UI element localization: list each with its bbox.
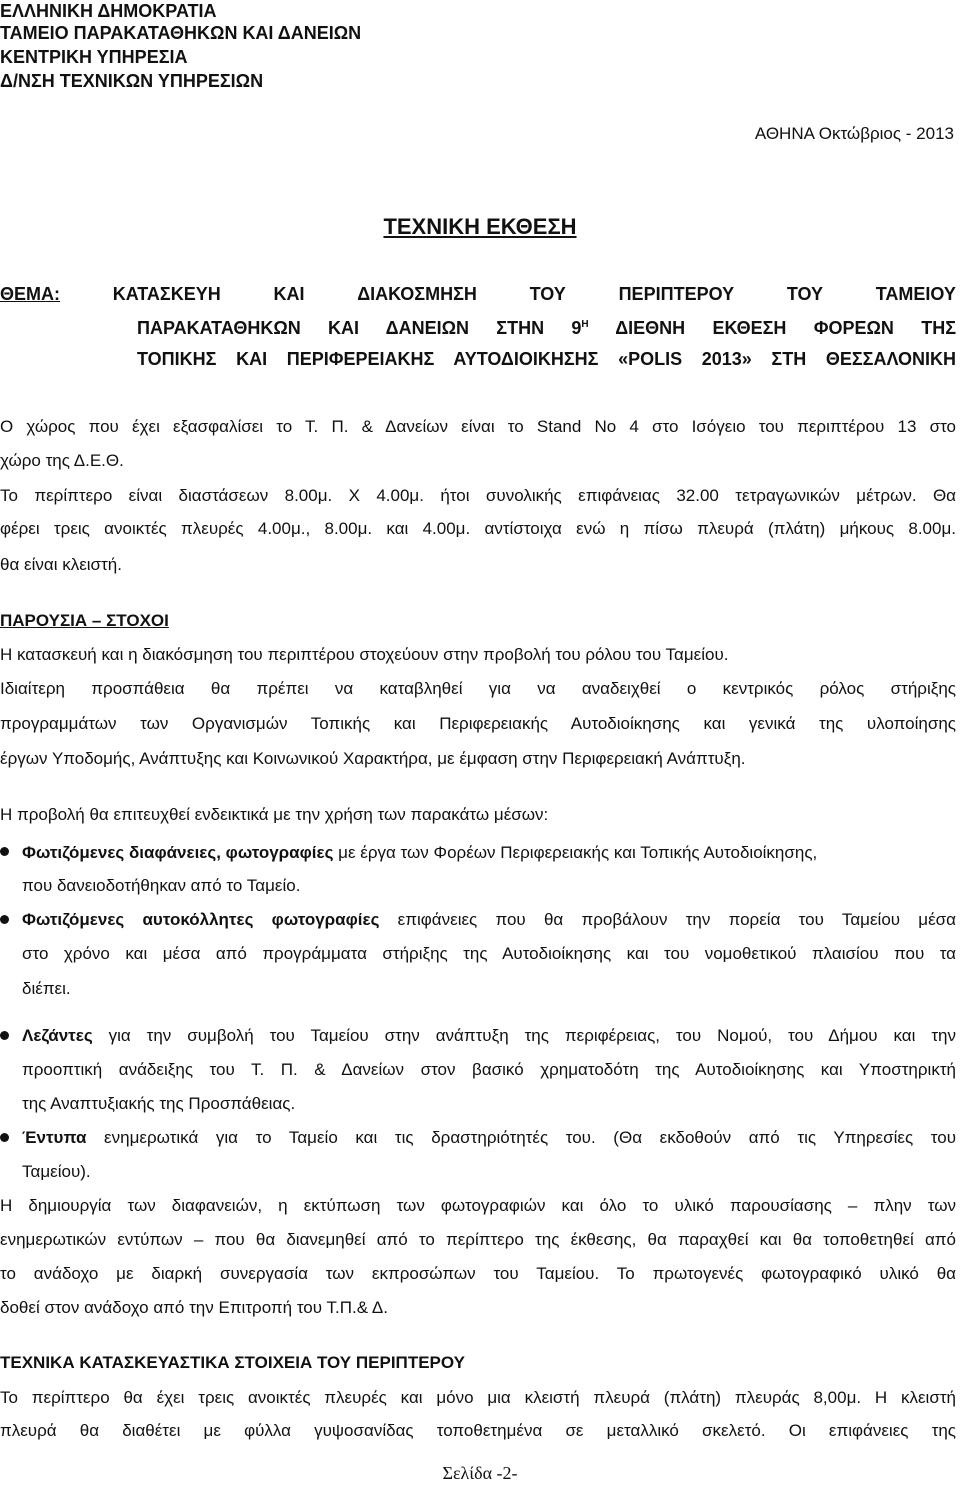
- goals-line-5: Η προβολή θα επιτευχθεί ενδεικτικά με την χρήση των παρακάτω μέσων:: [0, 805, 549, 824]
- subject-word: ΤΟΥ: [529, 284, 566, 304]
- goals-line-3: προγραμμάτων των Οργανισμών Τοπικής και Περιφερειακής Αυτοδιοίκησης και γενικά της υλοποίησης: [0, 714, 956, 733]
- intro-line-1: Ο χώρος που έχει εξασφαλίσει το Τ. Π. & Δανείων είναι το Stand No 4 στο Ισόγειο του περιπτέρου 13 στο: [0, 417, 956, 436]
- bullet-2-rest: επιφάνειες που θα προβάλουν την πορεία του Ταμείου μέσα: [379, 910, 957, 929]
- bullet-3-bold: Λεζάντες: [22, 1026, 93, 1045]
- page-number: Σελίδα -2-: [442, 1463, 518, 1483]
- tech-line-1: Το περίπτερο θα έχει τρεις ανοικτές πλευρές και μόνο μια κλειστή πλευρά (πλάτη) πλευράς 8,00μ. Η κλειστή: [0, 1388, 956, 1407]
- intro-line-5: θα είναι κλειστή.: [0, 555, 122, 574]
- bullet-3-rest: για την συμβολή του Ταμείου στην ανάπτυξη της περιφέρειας, του Νομού, του Δήμου και την: [92, 1026, 956, 1045]
- bullet-4-line-2: Ταμείου).: [22, 1162, 91, 1181]
- creation-line-2: ενημερωτικών εντύπων – που θα διανεμηθεί από το περίπτερο της έκθεσης, θα παραχθεί και θα τοποθετηθεί από: [0, 1230, 956, 1249]
- subject-line-2: [0, 313, 956, 340]
- bullet-2-line-2: στο χρόνο και μέσα από προγράμματα στήριξης της Αυτοδιοίκησης και του νομοθετικού πλαισίου που τα: [22, 944, 956, 963]
- creation-line-1: Η δημιουργία των διαφανειών, η εκτύπωση των φωτογραφιών και όλο το υλικό παρουσίασης – πλην των: [0, 1196, 956, 1215]
- org-line-3: ΚΕΝΤΡΙΚΗ ΥΠΗΡΕΣΙΑ: [0, 47, 188, 67]
- document-title: ΤΕΧΝΙΚΗ ΕΚΘΕΣΗ: [383, 214, 577, 239]
- goals-line-4: έργων Υποδομής, Ανάπτυξης και Κοινωνικού Χαρακτήρα, με έμφαση στην Περιφερειακή Ανάπτυξη.: [0, 749, 746, 768]
- bullet-2-line-1: [0, 909, 956, 931]
- goals-line-1: Η κατασκευή και η διακόσμηση του περιπτέρου στοχεύουν στην προβολή του ρόλου του Ταμείου.: [0, 645, 729, 664]
- org-line-4: Δ/ΝΣΗ ΤΕΧΝΙΚΩΝ ΥΠΗΡΕΣΙΩΝ: [0, 71, 264, 91]
- subject-word: ΔΙΑΚΟΣΜΗΣΗ: [357, 284, 477, 304]
- bullet-1-rest: με έργα των Φορέων Περιφερειακής και Τοπικής Αυτοδιοίκησης,: [333, 843, 818, 862]
- bullet-4-bold: Έντυπα: [22, 1128, 87, 1147]
- place-date: ΑΘΗΝΑ Οκτώβριος - 2013: [754, 124, 954, 143]
- intro-line-4: φέρει τρεις ανοικτές πλευρές 4.00μ., 8.00μ. και 4.00μ. αντίστοιχα ενώ η πίσω πλευρά (πλάτη) μήκους 8.00μ.: [0, 519, 956, 538]
- goals-line-2: Ιδιαίτερη προσπάθεια θα πρέπει να καταβληθεί για να αναδειχθεί ο κεντρικός ρόλος στήριξης: [0, 679, 956, 698]
- subject-line-2-a: ΠΑΡΑΚΑΤΑΘΗΚΩΝ ΚΑΙ ΔΑΝΕΙΩΝ ΣΤΗΝ 9: [137, 318, 582, 338]
- subject-line-2-sup: Η: [581, 319, 589, 330]
- subject-word: ΚΑΤΑΣΚΕΥΗ: [112, 284, 221, 304]
- tech-line-2: πλευρά θα διαθέτει με φύλλα γυψοσανίδας τοποθετημένα σε μεταλλικό σκελετό. Οι επιφάνειες της: [0, 1421, 956, 1440]
- creation-line-3: το ανάδοχο με διαρκή συνεργασία των εκπροσώπων του Ταμείου. Το πρωτογενές φωτογραφικό υλικό θα: [0, 1264, 956, 1283]
- bullet-2-line-3: διέπει.: [22, 979, 71, 998]
- intro-line-3: Το περίπτερο είναι διαστάσεων 8.00μ. Χ 4.00μ. ήτοι συνολικής επιφάνειας 32.00 τετραγωνικών μέτρων. Θα: [0, 486, 956, 505]
- subject-label: ΘΕΜΑ:: [0, 284, 60, 304]
- bullet-1-line-2: που δανειοδοτήθηκαν από το Ταμείο.: [22, 876, 301, 895]
- org-line-1: ΕΛΛΗΝΙΚΗ ΔΗΜΟΚΡΑΤΙΑ: [0, 1, 217, 21]
- bullet-3-line-2: προοπτική ανάδειξης του Τ. Π. & Δανείων στον βασικό χρηματοδότη της Αυτοδιοίκησης και Υποστηρικτή: [22, 1060, 956, 1079]
- bullet-3-line-1: [0, 1025, 956, 1047]
- bullet-1-line-1: [0, 842, 956, 864]
- subject-word: ΤΑΜΕΙΟΥ: [875, 284, 956, 304]
- subject-word: ΤΟΥ: [786, 284, 824, 304]
- bullet-2-bold: Φωτιζόμενες αυτοκόλλητες φωτογραφίες: [22, 910, 380, 929]
- bullet-4-line-1: [0, 1127, 956, 1149]
- bullet-1-bold: Φωτιζόμενες διαφάνειες, φωτογραφίες: [22, 843, 334, 862]
- subject-line-3: ΤΟΠΙΚΗΣ ΚΑΙ ΠΕΡΙΦΕΡΕΙΑΚΗΣ ΑΥΤΟΔΙΟΙΚΗΣΗΣ «POLIS 2013» ΣΤΗ ΘΕΣΣΑΛΟΝΙΚΗ: [137, 349, 956, 369]
- creation-line-4: δοθεί στον ανάδοχο από την Επιτροπή του Τ.Π.& Δ.: [0, 1298, 388, 1317]
- subject-word: ΚΑΙ: [273, 284, 305, 304]
- org-line-2: ΤΑΜΕΙΟ ΠΑΡΑΚΑΤΑΘΗΚΩΝ ΚΑΙ ΔΑΝΕΙΩΝ: [0, 23, 362, 43]
- subject-word: ΠΕΡΙΠΤΕΡΟΥ: [618, 284, 735, 304]
- subject-line-1: [0, 282, 956, 306]
- subject-block: [0, 282, 956, 371]
- bullet-4-rest: ενημερωτικά για το Ταμείο και τις δραστηριότητές του. (Θα εκδοθούν από τις Υπηρεσίες του: [86, 1128, 956, 1147]
- tech-heading: ΤΕΧΝΙΚΑ ΚΑΤΑΣΚΕΥΑΣΤΙΚΑ ΣΤΟΙΧΕΙΑ ΤΟΥ ΠΕΡΙΠΤΕΡΟΥ: [0, 1353, 465, 1372]
- goals-heading: ΠΑΡΟΥΣΙΑ – ΣΤΟΧΟΙ: [0, 611, 169, 630]
- intro-line-2: χώρο της Δ.Ε.Θ.: [0, 451, 124, 470]
- bullet-3-line-3: της Αναπτυξιακής της Προσπάθειας.: [22, 1094, 296, 1113]
- subject-line-2-b: ΔΙΕΘΝΗ ΕΚΘΕΣΗ ΦΟΡΕΩΝ ΤΗΣ: [588, 318, 956, 338]
